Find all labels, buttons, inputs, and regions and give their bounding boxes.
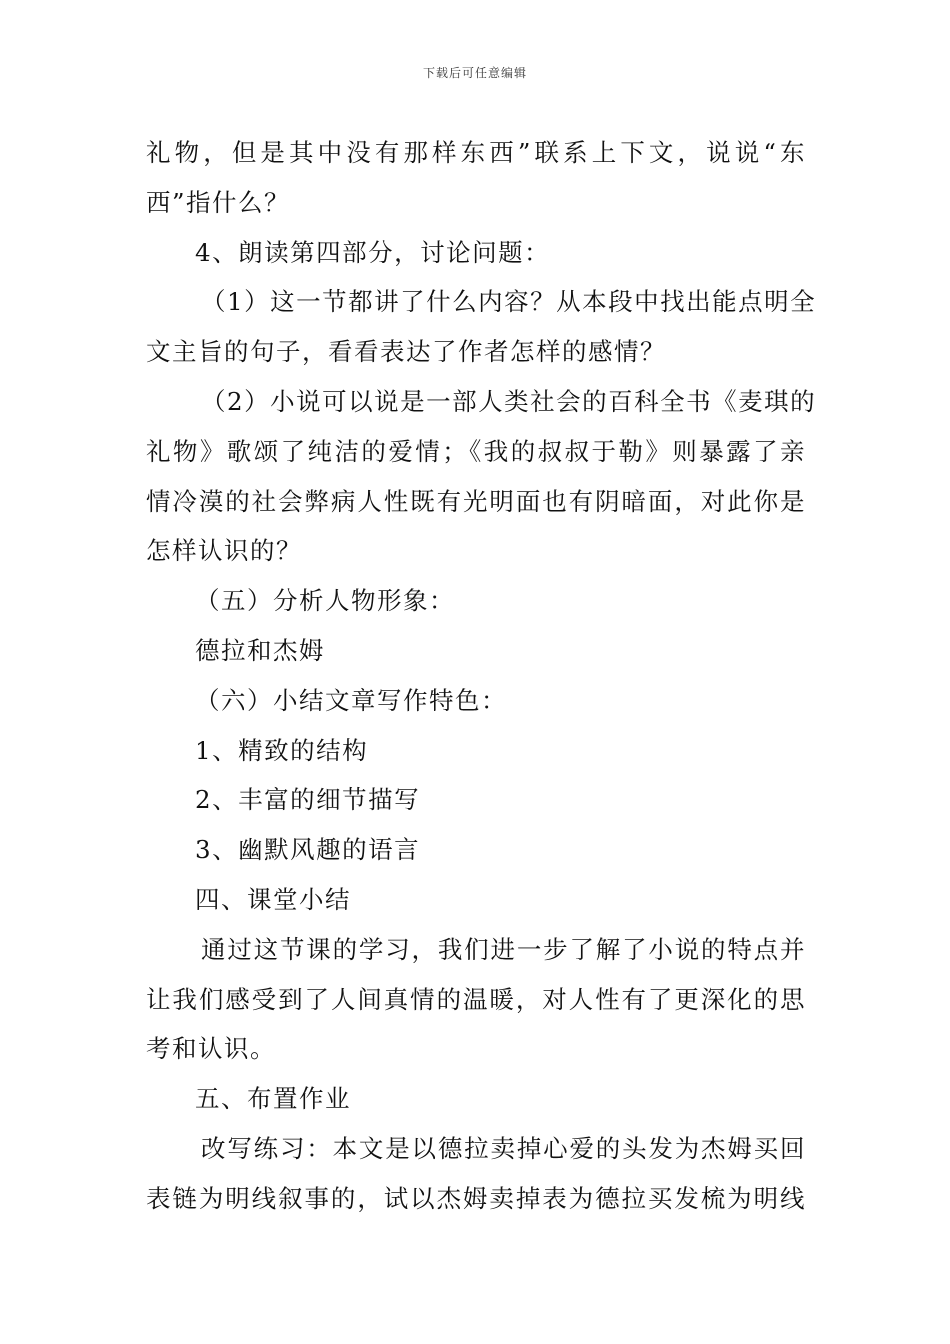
text-line: 德拉和杰姆 [195, 635, 325, 665]
text-line: 礼物》歌颂了纯洁的爱情；《我的叔叔于勒》则暴露了亲 [146, 436, 806, 466]
text-line: 情冷漠的社会弊病人性既有光明面也有阴暗面，对此你是 [146, 486, 806, 516]
text-line: 表链为明线叙事的，试以杰姆卖掉表为德拉买发梳为明线 [146, 1183, 806, 1213]
section-heading: （五）分析人物形象： [195, 586, 455, 616]
section-heading: （六）小结文章写作特色： [195, 685, 507, 715]
section-heading: 四、课堂小结 [195, 884, 351, 914]
list-item: 2、丰富的细节描写 [195, 785, 421, 815]
question-heading: 4、朗读第四部分，讨论问题： [195, 237, 551, 267]
page-header-note: 下载后可任意编辑 [422, 66, 527, 80]
text-line: 改写练习：本文是以德拉卖掉心爱的头发为杰姆买回 [201, 1133, 806, 1163]
list-item: 3、幽默风趣的语言 [195, 835, 421, 865]
text-line: 让我们感受到了人间真情的温暖，对人性有了更深化的思 [146, 984, 806, 1014]
text-line: 通过这节课的学习，我们进一步了解了小说的特点并 [201, 934, 806, 964]
text-line: 礼物，但是其中没有那样东西”联系上下文，说说“东 [146, 138, 806, 167]
list-item: 1、精致的结构 [195, 735, 369, 765]
text-line: 考和认识。 [146, 1034, 276, 1064]
document-body [146, 128, 817, 1224]
section-heading: 五、布置作业 [195, 1084, 351, 1114]
question-item: （2）小说可以说是一部人类社会的百科全书《麦琪的 [201, 386, 817, 416]
text-line: 怎样认识的？ [146, 536, 302, 566]
text-line: 西”指什么？ [146, 187, 291, 217]
question-item: （1）这一节都讲了什么内容？从本段中找出能点明全 [201, 287, 817, 317]
text-line: 文主旨的句子，看看表达了作者怎样的感情？ [146, 337, 666, 367]
